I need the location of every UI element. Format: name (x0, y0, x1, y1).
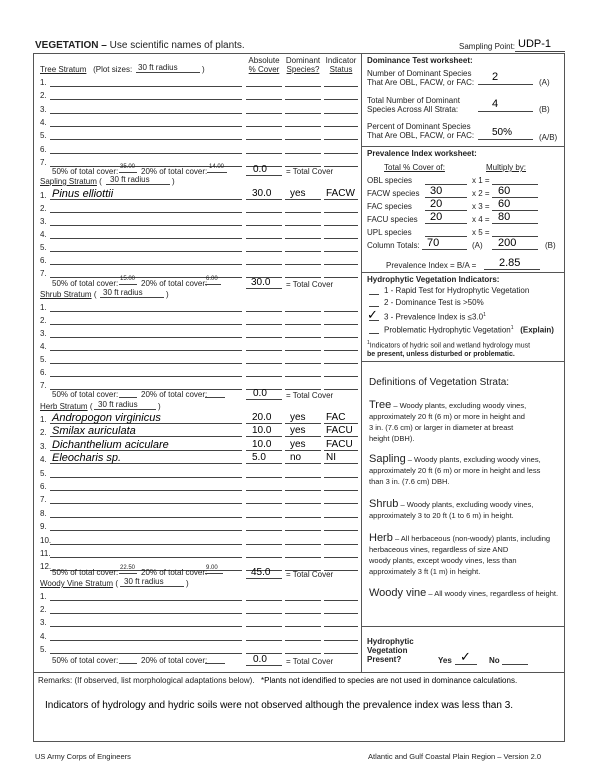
vine-total-cover: 0.0 (253, 654, 267, 665)
herb-row-number: 10. (40, 535, 52, 545)
sapling-twenty-value: 6.00 (206, 276, 218, 282)
herb-dominant[interactable]: yes (290, 438, 306, 450)
shrub-plot-size[interactable]: 30 ft radius (103, 288, 143, 297)
herb-cover[interactable]: 10.0 (252, 438, 272, 450)
sapling-dominant[interactable]: yes (290, 188, 306, 199)
herb-row-number: 11. (40, 549, 51, 558)
facw-result[interactable]: 60 (498, 185, 511, 197)
facu-result[interactable]: 80 (498, 211, 511, 223)
shrub-row-number: 2. (40, 316, 47, 325)
remarks-label: Remarks: (If observed, list morphological adaptations below). (38, 676, 255, 685)
def-tree: Tree – Woody plants, excluding woody vines, approximately 20 ft (6 m) or more in height and 3 in. (7.6 cm) or larger in diameter at breast height (DBH). (369, 399, 527, 443)
shrub-row-number: 1. (40, 303, 47, 312)
herb-species[interactable]: Dichanthelium aciculare (52, 438, 169, 451)
def-vine: Woody vine – All woody vines, regardless of height. (369, 587, 559, 599)
herb-row-number: 3. (40, 441, 47, 451)
tree-row-number: 5. (40, 131, 47, 141)
prevalence-title: Prevalence Index worksheet: (367, 149, 477, 158)
herb-cover[interactable]: 10.0 (252, 425, 272, 437)
dominance-b-value[interactable]: 4 (492, 98, 499, 110)
herb-dominant[interactable]: no (290, 452, 302, 464)
shrub-row-number: 5. (40, 355, 47, 364)
herb-row-number: 7. (40, 495, 47, 505)
vine-row-number: 4. (40, 631, 47, 641)
tree-row-number: 3. (40, 104, 47, 114)
tree-row-number: 6. (40, 144, 47, 154)
tree-row-number: 1. (40, 78, 47, 87)
definitions-title: Definitions of Vegetation Strata: (369, 377, 510, 388)
sapling-row-number: 5. (40, 243, 47, 252)
total-b[interactable]: 200 (498, 237, 517, 249)
herb-stratum-label: Herb Stratum ( (40, 402, 93, 411)
shrub-row-number: 7. (40, 381, 47, 390)
herb-row-number: 9. (40, 522, 47, 532)
herb-row-number: 1. (40, 415, 47, 424)
vine-plot-size[interactable]: 30 ft radius (124, 577, 164, 586)
tree-row-number: 7. (40, 157, 47, 167)
sapling-row-number: 7. (40, 269, 47, 278)
tree-fifty: 50% of total cover: (52, 167, 119, 176)
shrub-row-number: 4. (40, 342, 47, 351)
prevalence-index-value[interactable]: 2.85 (499, 257, 521, 269)
sapling-row-number: 1. (40, 191, 47, 200)
sapling-stratum-label: Sapling Stratum ( (40, 177, 102, 186)
sapling-row-number: 4. (40, 230, 47, 239)
herb-twenty-value: 9.00 (206, 565, 218, 571)
herb-species[interactable]: Andropogon virginicus (52, 412, 161, 424)
herb-row-number: 8. (40, 508, 47, 518)
vine-stratum-label: Woody Vine Stratum ( (40, 579, 118, 588)
herb-cover[interactable]: 5.0 (252, 452, 266, 464)
tree-row-number: 2. (40, 91, 47, 101)
sampling-point-label: Sampling Point: (459, 42, 516, 51)
herb-row-number: 2. (40, 428, 47, 438)
sampling-point-value[interactable]: UDP-1 (518, 38, 552, 50)
herb-indicator[interactable]: FACU (326, 425, 353, 437)
sapling-plot-size[interactable]: 30 ft radius (110, 175, 150, 184)
def-shrub: Shrub – Woody plants, excluding woody vines, approximately 3 to 20 ft (1 to 6 m) in height. (369, 498, 534, 520)
shrub-stratum-label: Shrub Stratum ( (40, 290, 97, 299)
remarks-note: *Plants not idendified to species are not used in dominance calculations. (261, 676, 518, 685)
dominance-title: Dominance Test worksheet: (367, 56, 473, 65)
sapling-cover[interactable]: 30.0 (252, 188, 272, 199)
def-herb: Herb – All herbaceous (non-woody) plants, including herbaceous vines, regardless of size AND woody plants, except woody vines, less than approximately 3 ft (1 m) in height. (369, 532, 551, 576)
herb-indicator[interactable]: FACU (326, 438, 353, 450)
herb-indicator[interactable]: NI (326, 452, 336, 464)
herb-row-number: 12. (40, 562, 52, 572)
footer-left: US Army Corps of Engineers (35, 752, 131, 761)
check-icon[interactable]: ✓ (367, 307, 378, 322)
total-a[interactable]: 70 (427, 237, 440, 249)
herb-plot-size[interactable]: 30 ft radius (98, 400, 138, 409)
tree-stratum-label: Tree Stratum (Plot sizes: (40, 65, 133, 74)
present-yes-check[interactable]: ✓ (460, 649, 471, 664)
vine-row-number: 3. (40, 618, 47, 628)
fac-cover[interactable]: 20 (430, 198, 443, 210)
herb-row-number: 6. (40, 482, 47, 491)
facw-cover[interactable]: 30 (430, 185, 443, 197)
herb-row-number: 4. (40, 455, 47, 465)
fac-result[interactable]: 60 (498, 198, 511, 210)
dominance-ab-value[interactable]: 50% (492, 127, 513, 138)
herb-row-number: 5. (40, 468, 47, 478)
col-absolute: Absolute % Cover (248, 56, 280, 74)
tree-row-number: 4. (40, 117, 47, 127)
herb-dominant[interactable]: yes (290, 412, 306, 423)
col-dominant: Dominant Species? (285, 56, 321, 74)
herb-indicator[interactable]: FAC (326, 412, 346, 423)
shrub-row-number: 3. (40, 329, 47, 338)
remarks-text[interactable]: Indicators of hydrology and hydric soils were not observed although the prevalence index was less than 3. (45, 700, 514, 711)
def-sapling: Sapling – Woody plants, excluding woody vines, approximately 20 ft (6 m) or more in height and less than 3 in. (7.6 cm) DBH. (369, 453, 541, 486)
vine-row-number: 5. (40, 644, 47, 654)
dominance-a-value[interactable]: 2 (492, 71, 499, 83)
indicators-title: Hydrophytic Vegetation Indicators: (367, 275, 500, 284)
herb-species[interactable]: Smilax auriculata (52, 425, 136, 438)
tree-total-cover: 0.0 (253, 164, 267, 175)
shrub-total-cover: 0.0 (253, 388, 267, 399)
herb-total-cover: 45.0 (251, 567, 271, 578)
tree-fifty-value: 35.00 (120, 164, 136, 170)
sapling-total-cover: 30.0 (251, 277, 271, 288)
vine-row-number: 1. (40, 592, 47, 601)
shrub-row-number: 6. (40, 368, 47, 377)
herb-dominant[interactable]: yes (290, 425, 306, 437)
herb-fifty-value: 22.50 (120, 565, 136, 571)
vine-row-number: 2. (40, 605, 47, 615)
sapling-fifty-value: 15.00 (120, 276, 136, 282)
footer-right: Atlantic and Gulf Coastal Plain Region – Version 2.0 (368, 752, 542, 761)
col-indicator: Indicator Status (325, 56, 357, 74)
herb-species[interactable]: Eleocharis sp. (52, 452, 122, 465)
form-title: VEGETATION – Use scientific names of plants. (35, 40, 245, 51)
facu-cover[interactable]: 20 (430, 211, 443, 223)
sapling-species[interactable]: Pinus elliottii (52, 188, 114, 200)
sapling-row-number: 2. (40, 204, 47, 213)
tree-twenty-value: 14.00 (209, 164, 225, 170)
herb-cover[interactable]: 20.0 (252, 412, 272, 423)
sapling-indicator[interactable]: FACW (326, 188, 355, 199)
sapling-row-number: 3. (40, 217, 47, 226)
tree-plot-size[interactable]: 30 ft radius (138, 63, 178, 72)
sapling-row-number: 6. (40, 256, 47, 265)
hydrophytic-present-label: Hydrophytic Vegetation Present? (367, 637, 414, 664)
